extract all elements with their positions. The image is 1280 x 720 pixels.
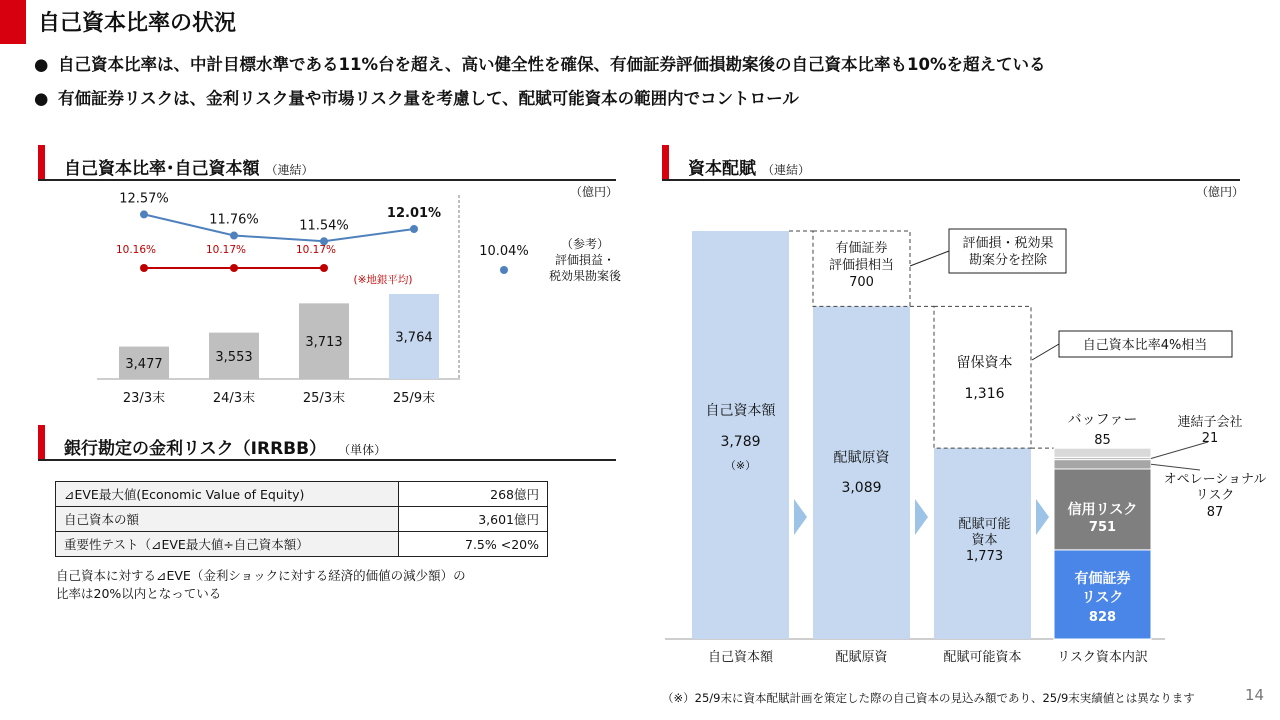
ratio-label: 12.57% xyxy=(119,191,169,207)
bar-value-label: 3,713 xyxy=(305,335,343,351)
irrbb-value: 268億円 xyxy=(399,482,548,507)
x-tick-label: 25/3末 xyxy=(302,391,346,406)
operational-risk-label: リスク xyxy=(1195,488,1235,503)
table-row xyxy=(56,532,548,557)
reference-point xyxy=(500,266,508,274)
valuation-loss-value: 700 xyxy=(849,275,874,290)
ratio-label: 11.76% xyxy=(209,212,259,228)
left-section-sub: （連結） xyxy=(265,163,314,177)
source-bar xyxy=(813,306,910,639)
regional-average-label: 10.16% xyxy=(115,244,157,256)
risk-segment-5 xyxy=(1054,448,1151,457)
flow-arrow-icon xyxy=(915,499,928,535)
ratio-label: 11.54% xyxy=(299,218,349,234)
allocatable-bar-label: 配賦可能 xyxy=(958,517,1011,532)
retained-capital-value: 1,316 xyxy=(964,386,1005,402)
capital-allocation-chart xyxy=(640,0,1280,680)
callout-text: 評価損・税効果 xyxy=(962,236,1054,251)
retained-capital-box xyxy=(934,306,1031,448)
x-tick-label: 23/3末 xyxy=(122,391,166,406)
irrbb-section-rule xyxy=(38,459,616,461)
equity-bar-note: （※） xyxy=(724,459,757,472)
subsidiary-value: 21 xyxy=(1201,431,1219,446)
irrbb-value: 3,601億円 xyxy=(399,507,548,532)
bullet-symbol: ● xyxy=(34,89,49,108)
operational-risk-label: オペレーショナル xyxy=(1163,472,1267,487)
right-unit: （億円） xyxy=(1196,185,1245,199)
flow-arrow-icon xyxy=(1036,499,1049,535)
buffer-value: 85 xyxy=(1094,433,1111,449)
valuation-loss-label: 有価証券 xyxy=(835,241,888,256)
leader-line xyxy=(1151,464,1200,470)
subsidiary-label: 連結子会社 xyxy=(1177,415,1243,430)
irrbb-note-line-2: 比率は20%以内となっている xyxy=(56,586,222,601)
bullet-text: 自己資本比率は、中計目標水準である11%台を超え、高い健全性を確保、有価証券評価損勘案後の自己資本比率も10%を超えている xyxy=(58,55,1046,74)
irrbb-section-sub: （単体） xyxy=(344,443,387,457)
buffer-label: バッファー xyxy=(1067,412,1138,429)
irrbb-label: 自己資本の額 xyxy=(56,507,399,532)
callout-pointer xyxy=(1032,344,1059,360)
callout-pointer xyxy=(910,251,949,266)
ratio-point xyxy=(140,210,148,218)
x-tick-label: 自己資本額 xyxy=(707,650,774,665)
regional-average-label: 10.17% xyxy=(205,244,247,256)
x-tick-label: 24/3末 xyxy=(212,391,256,406)
irrbb-label: ⊿EVE最大値(Economic Value of Equity) xyxy=(56,482,399,507)
regional-average-point xyxy=(320,264,328,272)
page-title: 自己資本比率の状況 xyxy=(38,11,237,36)
source-bar-value: 3,089 xyxy=(841,480,882,496)
operational-risk-value: 87 xyxy=(1206,505,1224,520)
irrbb-section-title-text: 銀行勘定の金利リスク（IRRBB） xyxy=(64,439,327,459)
regional-average-label: 10.17% xyxy=(295,244,337,256)
irrbb-note-line-1: 自己資本に対する⊿EVE（金利ショックに対する経済的価値の減少額）の xyxy=(56,568,466,583)
x-tick-label: リスク資本内訳 xyxy=(1057,650,1148,665)
source-bar-label: 配賦原資 xyxy=(833,450,890,466)
credit-risk-value: 751 xyxy=(1088,519,1117,535)
bullet-text: 有価証券リスクは、金利リスク量や市場リスク量を考慮して、配賦可能資本の範囲内でコントロール xyxy=(58,89,799,108)
securities-risk-label: リスク xyxy=(1081,589,1124,606)
ratio-point xyxy=(230,232,238,240)
irrbb-label: 重要性テスト（⊿EVE最大値÷自己資本額） xyxy=(56,532,399,557)
regional-average-point xyxy=(230,264,238,272)
ratio-line xyxy=(144,214,414,241)
bar-value-label: 3,477 xyxy=(125,356,163,372)
equity-bar-value: 3,789 xyxy=(720,434,761,450)
retained-capital-label: 留保資本 xyxy=(956,355,1013,371)
flow-arrow-icon xyxy=(794,499,807,535)
ratio-point xyxy=(410,225,418,233)
irrbb-section-title xyxy=(64,434,386,459)
reference-note: （参考） xyxy=(560,237,610,251)
x-tick-label: 配賦原資 xyxy=(835,650,888,665)
capital-ratio-chart xyxy=(0,0,640,420)
footnote: （※）25/9末に資本配賦計画を策定した際の自己資本の見込み額であり、25/9末実績値とは異なります xyxy=(662,691,1195,705)
irrbb-section-accent xyxy=(38,425,45,459)
securities-risk-value: 828 xyxy=(1088,609,1117,625)
bar-value-label: 3,553 xyxy=(215,349,253,365)
page-number: 14 xyxy=(1245,686,1265,704)
left-unit: （億円） xyxy=(570,185,619,199)
valuation-loss-label: 評価損相当 xyxy=(828,258,895,273)
table-row xyxy=(56,507,548,532)
irrbb-value: 7.5% <20% xyxy=(399,532,548,557)
right-section-title-text: 資本配賦 xyxy=(688,159,756,179)
risk-segment-3 xyxy=(1054,460,1151,469)
allocatable-bar-value: 1,773 xyxy=(965,549,1004,564)
regional-average-point xyxy=(140,264,148,272)
reference-note: 税効果勘案後 xyxy=(548,269,622,283)
x-tick-label: 配賦可能資本 xyxy=(943,650,1022,665)
bullet-symbol: ● xyxy=(34,55,49,74)
callout-text: 勘案分を控除 xyxy=(968,253,1048,268)
left-section-title-text: 自己資本比率･自己資本額 xyxy=(64,159,260,179)
ratio-label: 12.01% xyxy=(386,206,442,221)
x-tick-label: 25/9末 xyxy=(392,391,436,406)
reference-value-label: 10.04% xyxy=(479,244,529,259)
equity-bar-label: 自己資本額 xyxy=(705,403,776,419)
leader-line xyxy=(1151,442,1208,458)
callout-text: 自己資本比率4%相当 xyxy=(1082,338,1208,353)
regional-average-annotation: (※地銀平均) xyxy=(353,274,413,286)
securities-risk-label: 有価証券 xyxy=(1074,570,1131,587)
allocatable-bar-label: 資本 xyxy=(971,533,998,548)
table-row xyxy=(56,482,548,507)
reference-note: 評価損益・ xyxy=(554,253,616,267)
irrbb-table xyxy=(55,481,548,557)
right-section-sub: （連結） xyxy=(762,163,811,177)
bar-value-label: 3,764 xyxy=(395,330,433,346)
credit-risk-label: 信用リスク xyxy=(1067,501,1138,518)
